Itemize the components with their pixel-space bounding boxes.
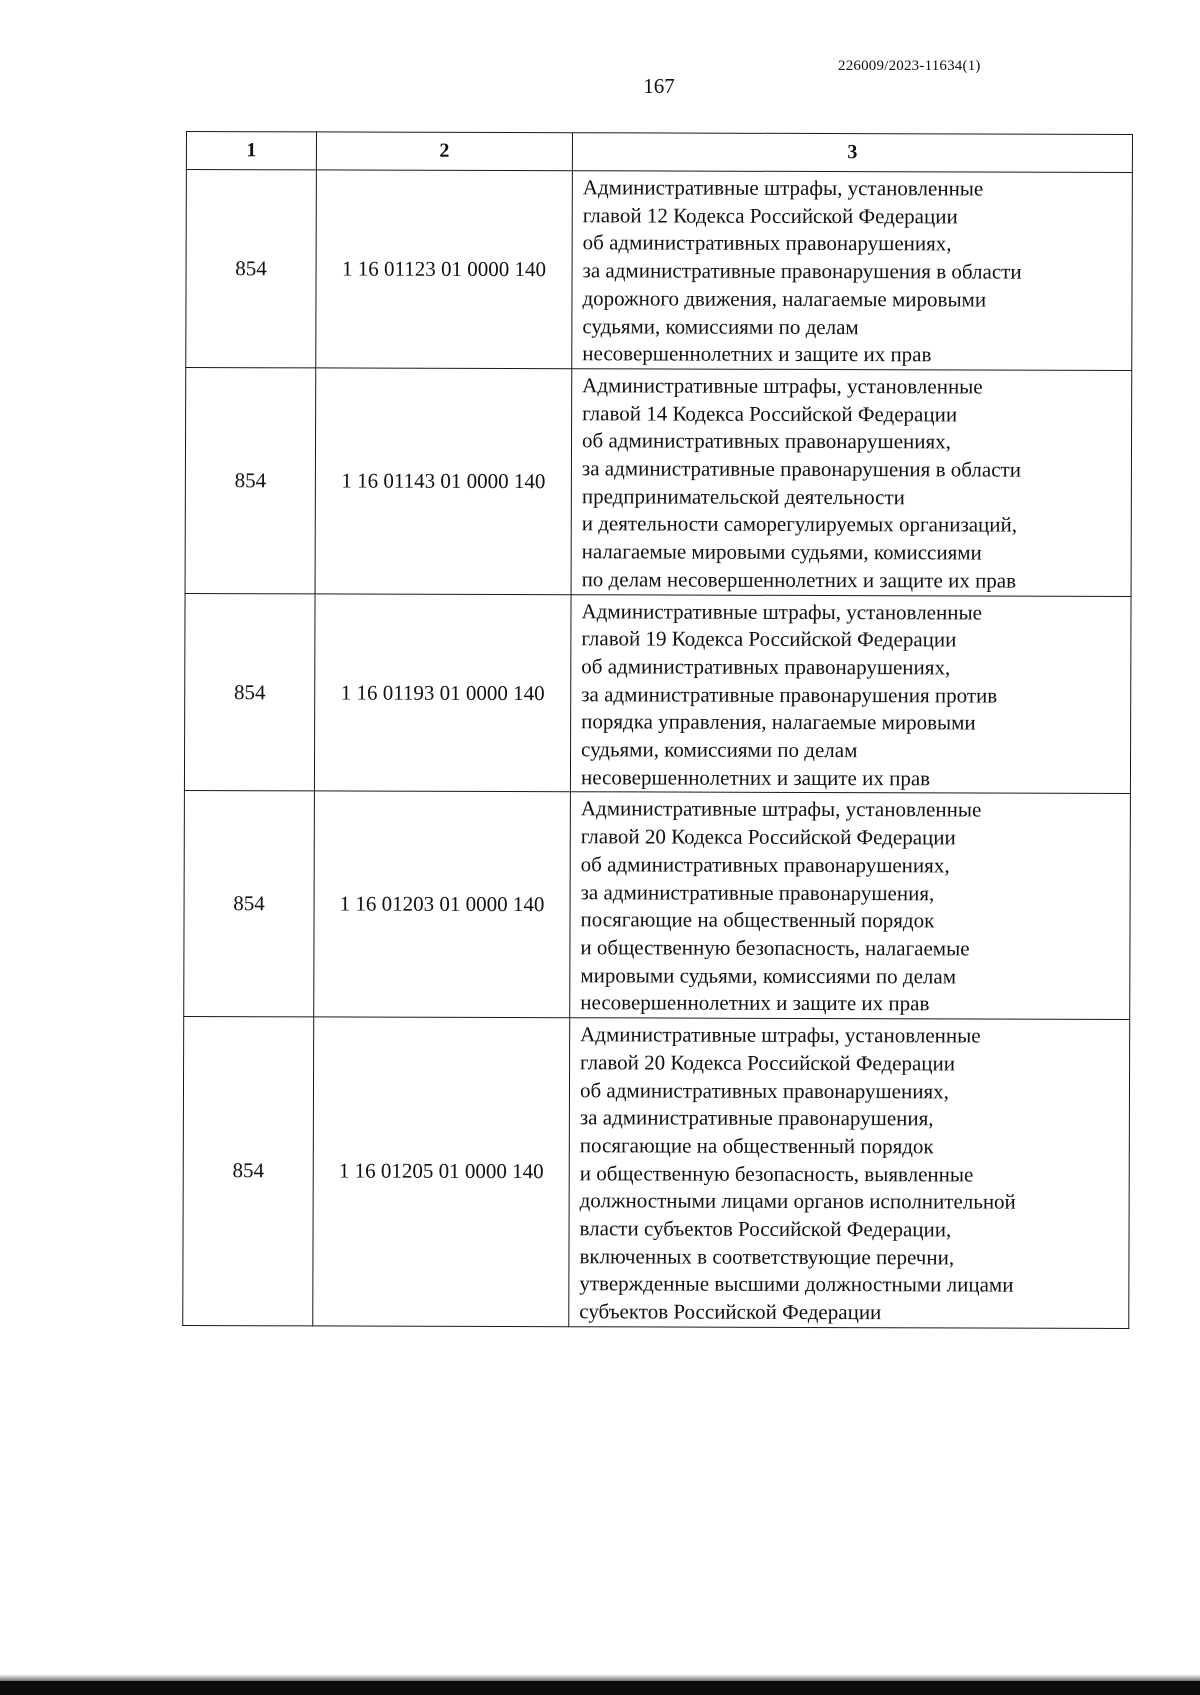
description-line: порядка управления, налагаемые мировыми [581, 709, 976, 735]
description-line: дорожного движения, налагаемые мировыми [582, 286, 987, 312]
description-line: об административных правонарушениях, [582, 230, 952, 256]
document-registration-number: 226009/2023-11634(1) [838, 58, 981, 74]
description-line: и общественную безопасность, выявленные [579, 1160, 974, 1187]
budget-classification-code-cell: 1 16 01205 01 0000 140 [313, 1017, 570, 1327]
description-line: об административных правонарушениях, [579, 1077, 949, 1103]
scan-edge-band [0, 1681, 1200, 1695]
description-line: власти субъектов Российской Федерации, [579, 1216, 952, 1242]
description-line: и общественную безопасность, налагаемые [580, 935, 970, 961]
description-cell [570, 594, 1131, 794]
description-line: несовершеннолетних и защите их прав [580, 990, 930, 1016]
description-cell [569, 1018, 1130, 1328]
description-line: Административные штрафы, установленные [580, 796, 982, 822]
description-line: мировыми судьями, комиссиями по делам [580, 962, 957, 989]
admin-code-cell: 854 [185, 367, 316, 593]
description-line: посягающие на общественный порядок [579, 1133, 934, 1159]
table-row [186, 170, 1133, 371]
description-line: Административные штрафы, установленные [580, 1022, 981, 1048]
description-line: субъектов Российской Федерации [579, 1299, 882, 1325]
description-line: главой 19 Кодекса Российской Федерации [581, 626, 957, 652]
admin-code-cell: 854 [183, 1017, 314, 1326]
description-line: должностными лицами органов исполнительной [579, 1188, 1016, 1214]
description-line: утвержденные высшими должностными лицами [579, 1271, 1014, 1298]
description-line: несовершеннолетних и защите их прав [580, 765, 931, 791]
description-line: и деятельности саморегулируемых организаций, [581, 511, 1018, 538]
table-body [183, 170, 1133, 1329]
table-container [182, 131, 1132, 1329]
description-line: посягающие на общественный порядок [580, 907, 935, 933]
column-header-2: 2 [316, 132, 572, 171]
budget-classification-code-cell: 1 16 01123 01 0000 140 [316, 170, 573, 369]
table-row [185, 367, 1132, 596]
description-line: главой 14 Кодекса Российской Федерации [582, 400, 958, 427]
admin-code-cell: 854 [184, 593, 315, 791]
description-line: включенных в соответствующие перечни, [579, 1243, 955, 1270]
admin-code-cell: 854 [186, 170, 317, 368]
description-line: предпринимательской деятельности [581, 483, 905, 509]
description-line: судьями, комиссиями по делам [582, 313, 859, 339]
description-line: главой 12 Кодекса Российской Федерации [582, 202, 958, 229]
description-line: об административных правонарушениях, [581, 654, 951, 680]
table-row [183, 1017, 1130, 1329]
description-line: по делам несовершеннолетних и защите их прав [581, 567, 1017, 593]
description-line: об административных правонарушениях, [581, 428, 951, 454]
description-line: налагаемые мировыми судьями, комиссиями [581, 539, 982, 565]
description-line: за административные правонарушения против [581, 681, 998, 708]
description-line: главой 20 Кодекса Российской Федерации [580, 1050, 956, 1076]
budget-classification-code-cell: 1 16 01193 01 0000 140 [314, 593, 571, 792]
description-line: за административные правонарушения в области [581, 456, 1021, 482]
table-row [184, 791, 1131, 1020]
page-number: 167 [643, 74, 675, 98]
budget-classification-code-cell: 1 16 01203 01 0000 140 [314, 791, 571, 1017]
budget-classification-code-cell: 1 16 01143 01 0000 140 [315, 368, 572, 594]
description-cell [572, 171, 1133, 371]
admin-code-cell: 854 [184, 791, 315, 1017]
description-line: Административные штрафы, установленные [582, 175, 984, 201]
description-line: за административные правонарушения, [580, 879, 935, 905]
description-line: главой 20 Кодекса Российской Федерации [580, 824, 956, 850]
description-line: судьями, комиссиями по делам [581, 737, 858, 763]
description-line: за административные правонарушения, [579, 1105, 934, 1131]
description-line: об административных правонарушениях, [580, 852, 950, 878]
description-line: Административные штрафы, установленные [582, 373, 983, 399]
description-line: за административные правонарушения в области [582, 258, 1022, 284]
budget-codes-table [182, 131, 1133, 1329]
description-line: несовершеннолетних и защите их прав [582, 341, 932, 367]
scan-edge-shadow [0, 1674, 1200, 1681]
column-header-1: 1 [186, 132, 316, 170]
column-header-3: 3 [572, 133, 1132, 173]
description-cell [571, 369, 1132, 596]
table-row [184, 593, 1131, 794]
description-line: Административные штрафы, установленные [581, 598, 982, 625]
description-cell [570, 792, 1131, 1019]
table-header-row [186, 132, 1132, 173]
